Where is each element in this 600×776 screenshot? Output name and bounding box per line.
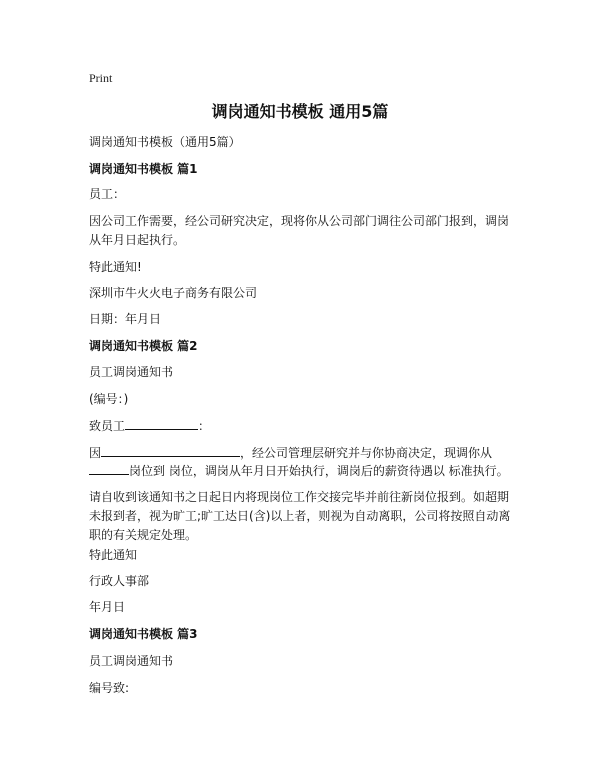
section-2-number: (编号：): [89, 392, 129, 406]
position-blank: [89, 461, 129, 475]
reason-rest: ，经公司管理层研究并与你协商决定，现调你从: [240, 446, 493, 460]
section-3-number: 编号致:: [89, 681, 130, 695]
section-2-date: 年月日: [89, 600, 126, 614]
name-blank: [125, 416, 198, 430]
section-1-body: 因公司工作需要，经公司研究决定，现将你从公司部门调往公司部门报到，调岗从年月日起执行。: [89, 214, 510, 247]
section-2-body2: 请自收到该通知书之日起日内将现岗位工作交接完毕并前往新岗位报到。如超期未报到者，视为旷工;旷工达日(含)以上者，则视为自动离职，公司将按照自动离职的有关规定处理。: [89, 490, 511, 542]
reason-blank: [101, 443, 240, 457]
section-3-heading: 调岗通知书模板 篇3: [89, 627, 198, 641]
section-1-company: 深圳市牛火火电子商务有限公司: [89, 286, 258, 300]
section-2-doc-title: 员工调岗通知书: [89, 365, 174, 379]
section-2-reason-line: [89, 443, 492, 463]
to-prefix: 致员工: [89, 419, 126, 433]
section-1-heading: 调岗通知书模板 篇1: [89, 162, 198, 176]
page-title: 调岗通知书模板 通用5篇: [211, 102, 389, 121]
section-2-dept: 行政人事部: [89, 574, 150, 588]
section-1-addressee: 员工：: [89, 187, 126, 201]
reason-prefix: 因: [89, 446, 102, 460]
section-2-to-line: [89, 416, 210, 436]
reason-line2: 岗位到 岗位，调岗从年月日开始执行，调岗后的薪资待遇以 标准执行。: [129, 464, 509, 478]
intro-text: 调岗通知书模板（通用5篇）: [89, 135, 241, 149]
to-suffix: ：: [198, 419, 211, 433]
section-1-date: 日期：年月日: [89, 312, 162, 326]
print-label[interactable]: Print: [89, 71, 113, 85]
section-2-heading: 调岗通知书模板 篇2: [89, 339, 198, 353]
section-3-doc-title: 员工调岗通知书: [89, 654, 174, 668]
section-1-notice: 特此通知!: [89, 260, 142, 274]
section-2-position-line: [89, 461, 509, 481]
section-2-notice: 特此通知: [89, 548, 138, 562]
